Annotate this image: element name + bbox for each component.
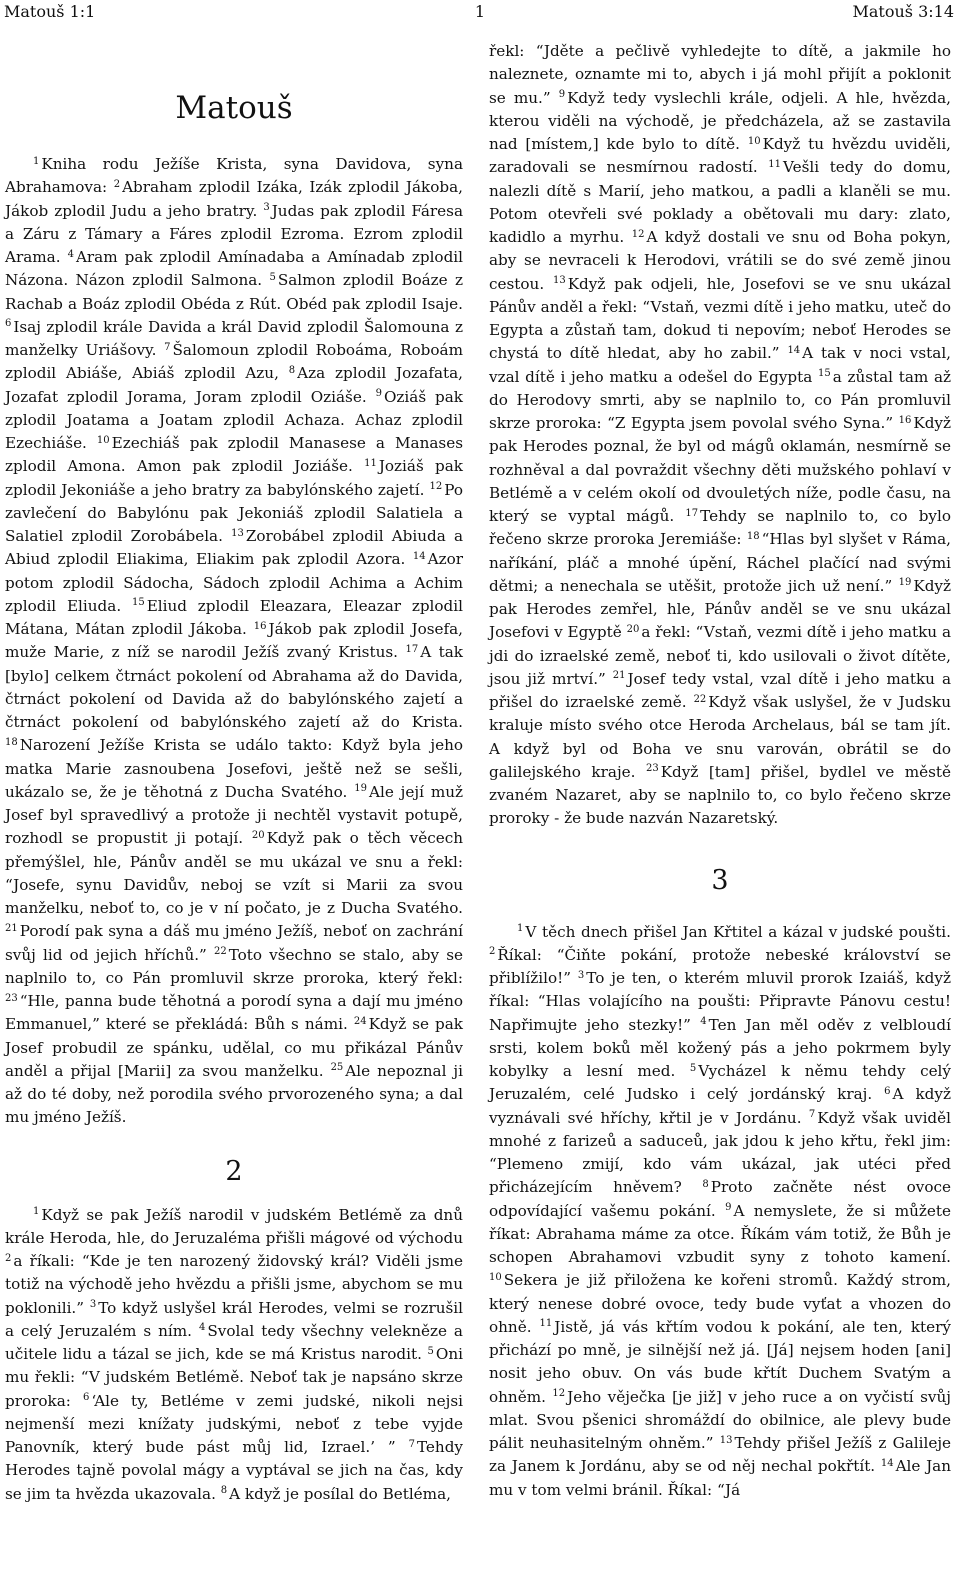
- verse-text: Když tedy vyslechli krále, odjeli. A hle, hvězda, kterou viděli na východě, je předcházela, až se zastavila nad [místem,] kde bylo to dítě.: [489, 88, 952, 153]
- verse-number: 8: [288, 364, 296, 376]
- left-column: [5, 40, 463, 1506]
- verse-number: 5: [269, 271, 276, 283]
- verse-number: 15: [131, 597, 145, 609]
- verse-number: 19: [898, 577, 912, 589]
- verse-number: 5: [689, 1062, 697, 1074]
- verse-text: Salmon zplodil Boáze z Rachab a Boáz zplodil Obéda z Rút. Obéd pak zplodil Isaje.: [5, 271, 464, 313]
- verse-text: “Hle, panna bude těhotná a porodí syna a dají mu jméno Emmanuel,” které se překládá: Bůh s námi.: [5, 992, 463, 1034]
- verse-text: Jeho věječka [je již] v jeho ruce a on vyčistí svůj mlat. Svou pšenici shromáždí do obilnice, ale plevy bude pálit neuhasitelným ohněm.”: [489, 1387, 951, 1452]
- verse-number: 10: [96, 434, 110, 446]
- verse-text: Judas pak zplodil Fáresa a Záru z Támary a Fáres zplodil Ezroma. Ezrom zplodil Arama.: [5, 201, 463, 266]
- book-title: Matouš: [175, 90, 293, 126]
- verse-text: Ale nepoznal ji až do té doby, než porodila svého prvorozeného syna; a dal mu jméno Ježíš.: [5, 1061, 463, 1127]
- verse-number: 1: [517, 923, 524, 934]
- chapter-2-text: [5, 1204, 463, 1506]
- verse-text: ‘Ale ty, Betléme v zemi judské, nikoli nejsi nejmenší mezi knížaty judskými, neboť z tebe vyjde Panovník, který bude pást můj lid, Izrael.’ ”: [5, 1391, 463, 1456]
- verse-number: 18: [5, 736, 18, 748]
- verse-number: 16: [898, 414, 912, 426]
- verse-number: 2: [113, 178, 121, 190]
- verse-number: 12: [429, 481, 443, 492]
- verse-text: Tehdy přišel Ježíš z Galileje za Janem k Jordánu, aby se od něj nechal pokřtít.: [489, 1434, 952, 1476]
- verse-number: 7: [164, 341, 171, 353]
- page-number: 1: [474, 2, 486, 21]
- verse-text: Kniha rodu Ježíše Krista, syna Davidova, syna Abrahamova:: [5, 155, 463, 197]
- verse-number: 6: [884, 1085, 891, 1097]
- verse-text: Když pak odjeli, hle, Josefovi se ve snu ukázal Pánův anděl a řekl: “Vstaň, vezmi dítě i jeho matku, uteč do Egypta a zůstaň tam, dokud ti nepovím; neboť Herodes se chystá to dítě hledat, aby ho zabil.”: [489, 274, 952, 363]
- verse-number: 20: [251, 829, 265, 841]
- verse-text: Vycházel k němu tehdy celý Jeruzalém, celé Judsko i celý jordánský kraj.: [489, 1062, 951, 1104]
- verse-number: 14: [787, 344, 801, 356]
- verse-number: 23: [645, 763, 659, 775]
- verse-number: 2: [5, 1252, 12, 1264]
- verse-text: “Hlas byl slyšet v Ráma, naříkání, pláč a mnohé úpění, Ráchel plačící nad svými dětmi; a nenechala se utěšit, protože jich už není.”: [489, 530, 951, 595]
- chapter-3-heading: 3: [711, 864, 729, 896]
- verse-text: Proto začněte nést ovoce odpovídající vašemu pokání.: [489, 1178, 951, 1220]
- verse-number: 4: [700, 1016, 707, 1027]
- verse-text: Jákob pak zplodil Josefa, muže Marie, z níž se narodil Ježíš zvaný Kristus.: [5, 620, 464, 662]
- verse-text: A tak v noci vstal, vzal dítě i jeho matku a odešel do Egypta: [489, 344, 952, 386]
- verse: [517, 923, 951, 941]
- verse-text: Říkal: “Čiňte pokání, protože nebeské království se přiblížilo!”: [489, 945, 951, 987]
- verse-number: 11: [364, 457, 377, 469]
- verse-text: Toto všechno se stalo, aby se naplnilo to, co Pán promluvil skrze proroka, který řekl:: [5, 945, 463, 987]
- verse-number: 2: [489, 946, 496, 958]
- verse-text: A nemyslete, že si můžete říkat: Abrahama máme za otce. Říkám vám totiž, že Bůh je schopen Abrahamovi vzbudit syny z tohoto kamení.: [489, 1201, 951, 1266]
- verse-number: 3: [263, 202, 270, 213]
- verse-number: 4: [67, 248, 74, 260]
- verse-text: Když však uviděl mnohé z farizeů a saduceů, jak jdou k jeho křtu, řekl jim: “Plemeno zmijí, kdo vám ukázal, jak utéci před přicházejícím hněvem?: [489, 1108, 951, 1197]
- chapter-2-heading: 2: [225, 1155, 243, 1187]
- verse-text: To je ten, o kterém mluvil prorok Izaiáš, když říkal: “Hlas volajícího na poušti: Připravte Pánovu cestu! Napřimujte jeho stezky!”: [489, 969, 951, 1034]
- verse-text: a říkali: “Kde je ten narozený židovský král? Viděli jsme totiž na východě jeho hvězdu a přišli jsme, abychom se mu poklonili.”: [5, 1252, 463, 1317]
- verse: [5, 1392, 463, 1457]
- verse-text: Joziáš pak zplodil Jekoniáše a jeho bratry za babylónského zajetí.: [5, 457, 464, 499]
- verse-number: 6: [5, 318, 12, 330]
- verse-number: 1: [33, 155, 40, 167]
- verse-text: Když [tam] přišel, bydlel ve městě zvaném Nazaret, aby se naplnilo to, co bylo řečeno skrze proroky - že bude nazván Nazaretský.: [489, 762, 952, 828]
- verse-number: 22: [693, 693, 707, 705]
- verse-number: 10: [489, 1271, 502, 1283]
- verse-text: To když uslyšel král Herodes, velmi se rozrušil a celý Jeruzalém s ním.: [5, 1298, 464, 1340]
- verse-number: 11: [539, 1318, 553, 1330]
- verse-text: Oziáš pak zplodil Joatama a Joatam zplodil Achaza. Achaz zplodil Ezechiáše.: [5, 387, 463, 452]
- verse-number: 7: [408, 1438, 415, 1450]
- running-header-right: Matouš 3:14: [852, 2, 954, 21]
- chapter-1-text: [5, 153, 463, 1130]
- verse-text: a zůstal tam až do Herodovy smrti, aby se naplnilo to, co Pán promluvil skrze proroka: “Z Egypta jsem povolal svého Syna.”: [489, 367, 952, 432]
- verse-number: 7: [808, 1109, 816, 1120]
- verse-number: 11: [768, 158, 782, 170]
- verse-text: Josef tedy vstal, vzal dítě i jeho matku a přišel do izraelské země.: [489, 669, 952, 711]
- verse-number: 25: [330, 1062, 344, 1074]
- verse-number: 24: [353, 1015, 367, 1027]
- verse-number: 14: [412, 550, 426, 562]
- verse-number: 22: [213, 946, 227, 957]
- verse-number: 21: [5, 922, 18, 934]
- verse-number: 10: [747, 135, 761, 147]
- verse-text: Abraham zplodil Izáka, Izák zplodil Jákoba, Jákob zplodil Judu a jeho bratry.: [5, 178, 464, 220]
- verse-text: Vešli tedy do domu, nalezli dítě s Marií, jeho matkou, a padli a klaněli se mu. Potom otevřeli své poklady a obětovali mu dary: zlato, kadidlo a myrhu.: [489, 158, 952, 246]
- verse-text: Když pak Herodes poznal, že byl od mágů oklamán, nesmírně se rozhněval a dal povraždit všechny děti mužského pohlaví v Betlémě a v celém okolí od dvouletých níže, podle času, na který se vyptal mágů.: [489, 414, 952, 525]
- verse-text: Svolal tedy všechny velekněze a učitele lidu a tázal se jich, kde se má Kristus narodit.: [5, 1321, 463, 1363]
- verse-number: 3: [89, 1299, 97, 1310]
- verse-number: 8: [220, 1485, 228, 1496]
- verse-text: Po zavlečení do Babylónu pak Jekoniáš zplodil Salatiela a Salatiel zplodil Zorobábela.: [5, 480, 463, 545]
- verse-number: 1: [33, 1206, 40, 1217]
- verse-text: Zorobábel zplodil Abiuda a Abiud zplodil Eliakima, Eliakim pak zplodil Azora.: [5, 527, 464, 569]
- verse-number: 13: [231, 527, 244, 539]
- verse-text: Narození Ježíše Krista se událo takto: Když byla jeho matka Marie zasnoubena Josefovi, ještě než se sešli, ukázalo se, že je těhotná z Ducha Svatého.: [5, 736, 463, 801]
- verse-number: 12: [552, 1388, 566, 1399]
- verse-text: Když se pak Josef probudil ze spánku, udělal, co mu přikázal Pánův anděl a přijal [Marii] za svou manželku.: [5, 1015, 464, 1080]
- verse-text: Tehdy Herodes tajně povolal mágy a vyptával se jich na čas, kdy se jim ta hvězda ukazovala.: [5, 1438, 463, 1503]
- verse-number: 17: [405, 643, 419, 655]
- verse-text: Eliud zplodil Eleazara, Eleazar zplodil Mátana, Mátan zplodil Jákoba.: [5, 596, 463, 638]
- verse-number: 23: [5, 992, 18, 1004]
- verse-text: Aza zplodil Jozafata, Jozafat zplodil Jorama, Joram zplodil Oziáše.: [5, 364, 463, 406]
- chapter-3-text: [489, 921, 951, 1502]
- verse-text: Aram pak zplodil Amínadaba a Amínadab zplodil Názona. Názon zplodil Salmona.: [5, 248, 464, 290]
- verse-number: 16: [253, 620, 267, 632]
- verse-text: A tak [bylo] celkem čtrnáct pokolení od Abrahama až do Davida, čtrnáct pokolení od Davida až do babylónského zajetí a čtrnáct pokolení od babylónského zajetí až do Krista.: [5, 643, 463, 731]
- verse-text: A když vyznávali své hříchy, křtil je v Jordánu.: [489, 1085, 951, 1127]
- verse-text: Když pak o těch věcech přemýšlel, hle, Pánův anděl se mu ukázal ve snu a řekl: “Josefe, synu Davidův, neboj se vzít si Marii za svou manželku, neboť to, co je v ní počato, je z Ducha Svatého.: [5, 829, 463, 917]
- verse-number: 9: [725, 1202, 732, 1213]
- verse-number: 17: [685, 507, 699, 519]
- verse-text: a řekl: “Vstaň, vezmi dítě i jeho matku a jdi do izraelské země, neboť ti, kdo usilovali o život dítěte, jsou již mrtví.”: [489, 623, 952, 688]
- verse-text: Když však uslyšel, že v Judsku kraluje místo svého otce Heroda Archelaus, bál se tam jít. A když byl od Boha ve snu varován, obrátil se do galilejského kraje.: [489, 693, 951, 781]
- verse-text: Porodí pak syna a dáš mu jméno Ježíš, neboť on zachrání svůj lid od jejich hříchů.”: [5, 922, 463, 964]
- verse-number: 6: [82, 1392, 90, 1403]
- verse-text: Když se pak Ježíš narodil v judském Betlémě za dnů krále Heroda, hle, do Jeruzaléma přišli mágové od východu: [5, 1205, 463, 1247]
- verse-number: 4: [198, 1322, 206, 1334]
- verse-text: Oni mu řekli: “V judském Betlémě. Neboť tak je napsáno skrze proroka:: [5, 1345, 463, 1410]
- verse-number: 12: [631, 228, 645, 240]
- right-column: [489, 40, 951, 1502]
- verse-number: 18: [746, 530, 760, 542]
- verse-text: Tehdy se naplnilo to, co bylo řečeno skrze proroka Jeremiáše:: [489, 507, 952, 549]
- verse-text: V těch dnech přišel Jan Křtitel a kázal v judské poušti.: [525, 922, 951, 941]
- verse-number: 20: [626, 623, 640, 635]
- verse-number: 5: [427, 1345, 434, 1357]
- verse-text: Když pak Herodes zemřel, hle, Pánův anděl se ve snu ukázal Josefovi v Egyptě: [489, 576, 951, 642]
- verse-continuation: řekl: “Jděte a pečlivě vyhledejte to dítě, a jakmile ho naleznete, oznamte mi to, abych i já mohl přijít a poklonit se mu.”: [489, 42, 951, 107]
- verse-number: 19: [354, 783, 367, 795]
- chapter-2-continued-text: [489, 40, 951, 831]
- verse-text: Jistě, já vás křtím vodou k pokání, ale ten, který přichází po mně, je silnější než já. [Já] nejsem hoden [ani] nosit jeho obuv. On vás bude křtít Duchem Svatým a ohněm.: [489, 1317, 951, 1406]
- verse-text: Ten Jan měl oděv z velbloudí srsti, kolem boků měl kožený pás a jeho pokrmem byly kobylky a lesní med.: [489, 1015, 952, 1080]
- verse: [5, 1206, 463, 1247]
- verse: [221, 1485, 451, 1503]
- verse-number: 3: [577, 969, 585, 981]
- verse-text: Šalomoun zplodil Roboáma, Roboám zplodil Abiáše, Abiáš zplodil Azu,: [5, 341, 463, 383]
- running-header-left: Matouš 1:1: [4, 2, 96, 21]
- verse-text: Ale Jan mu v tom velmi bránil. Říkal: “Já: [489, 1457, 952, 1499]
- verse-number: 9: [558, 89, 566, 100]
- verse-text: A když je posílal do Betléma,: [229, 1484, 451, 1503]
- verse-text: A když dostali ve snu od Boha pokyn, aby se nevraceli k Herodovi, vrátili se do své země jinou cestou.: [489, 228, 951, 293]
- verse-text: Isaj zplodil krále Davida a král David zplodil Šalomouna z manželky Uriášovy.: [5, 317, 463, 359]
- verse-number: 13: [719, 1434, 733, 1446]
- verse-number: 21: [612, 670, 626, 682]
- verse-text: Ezechiáš pak zplodil Manasese a Manases zplodil Amona. Amon pak zplodil Joziáše.: [5, 434, 463, 476]
- verse-number: 15: [817, 368, 831, 379]
- verse-number: 13: [552, 275, 566, 286]
- verse-number: 9: [375, 388, 382, 399]
- verse-text: Azor potom zplodil Sádocha, Sádoch zplodil Achima a Achim zplodil Eliuda.: [5, 550, 464, 615]
- verse-number: 14: [880, 1457, 894, 1469]
- verse-text: Ale její muž Josef byl spravedlivý a protože ji nechtěl vystavit potupě, rozhodl se propustit ji potají.: [5, 782, 464, 848]
- verse-text: Sekera je již přiložena ke kořeni stromů. Každý strom, který nenese dobré ovoce, tedy bude vyťat a vhozen do ohně.: [489, 1271, 951, 1336]
- verse-text: Když tu hvězdu uviděli, zaradovali se nesmírnou radostí.: [489, 135, 952, 177]
- verse-number: 8: [702, 1178, 709, 1190]
